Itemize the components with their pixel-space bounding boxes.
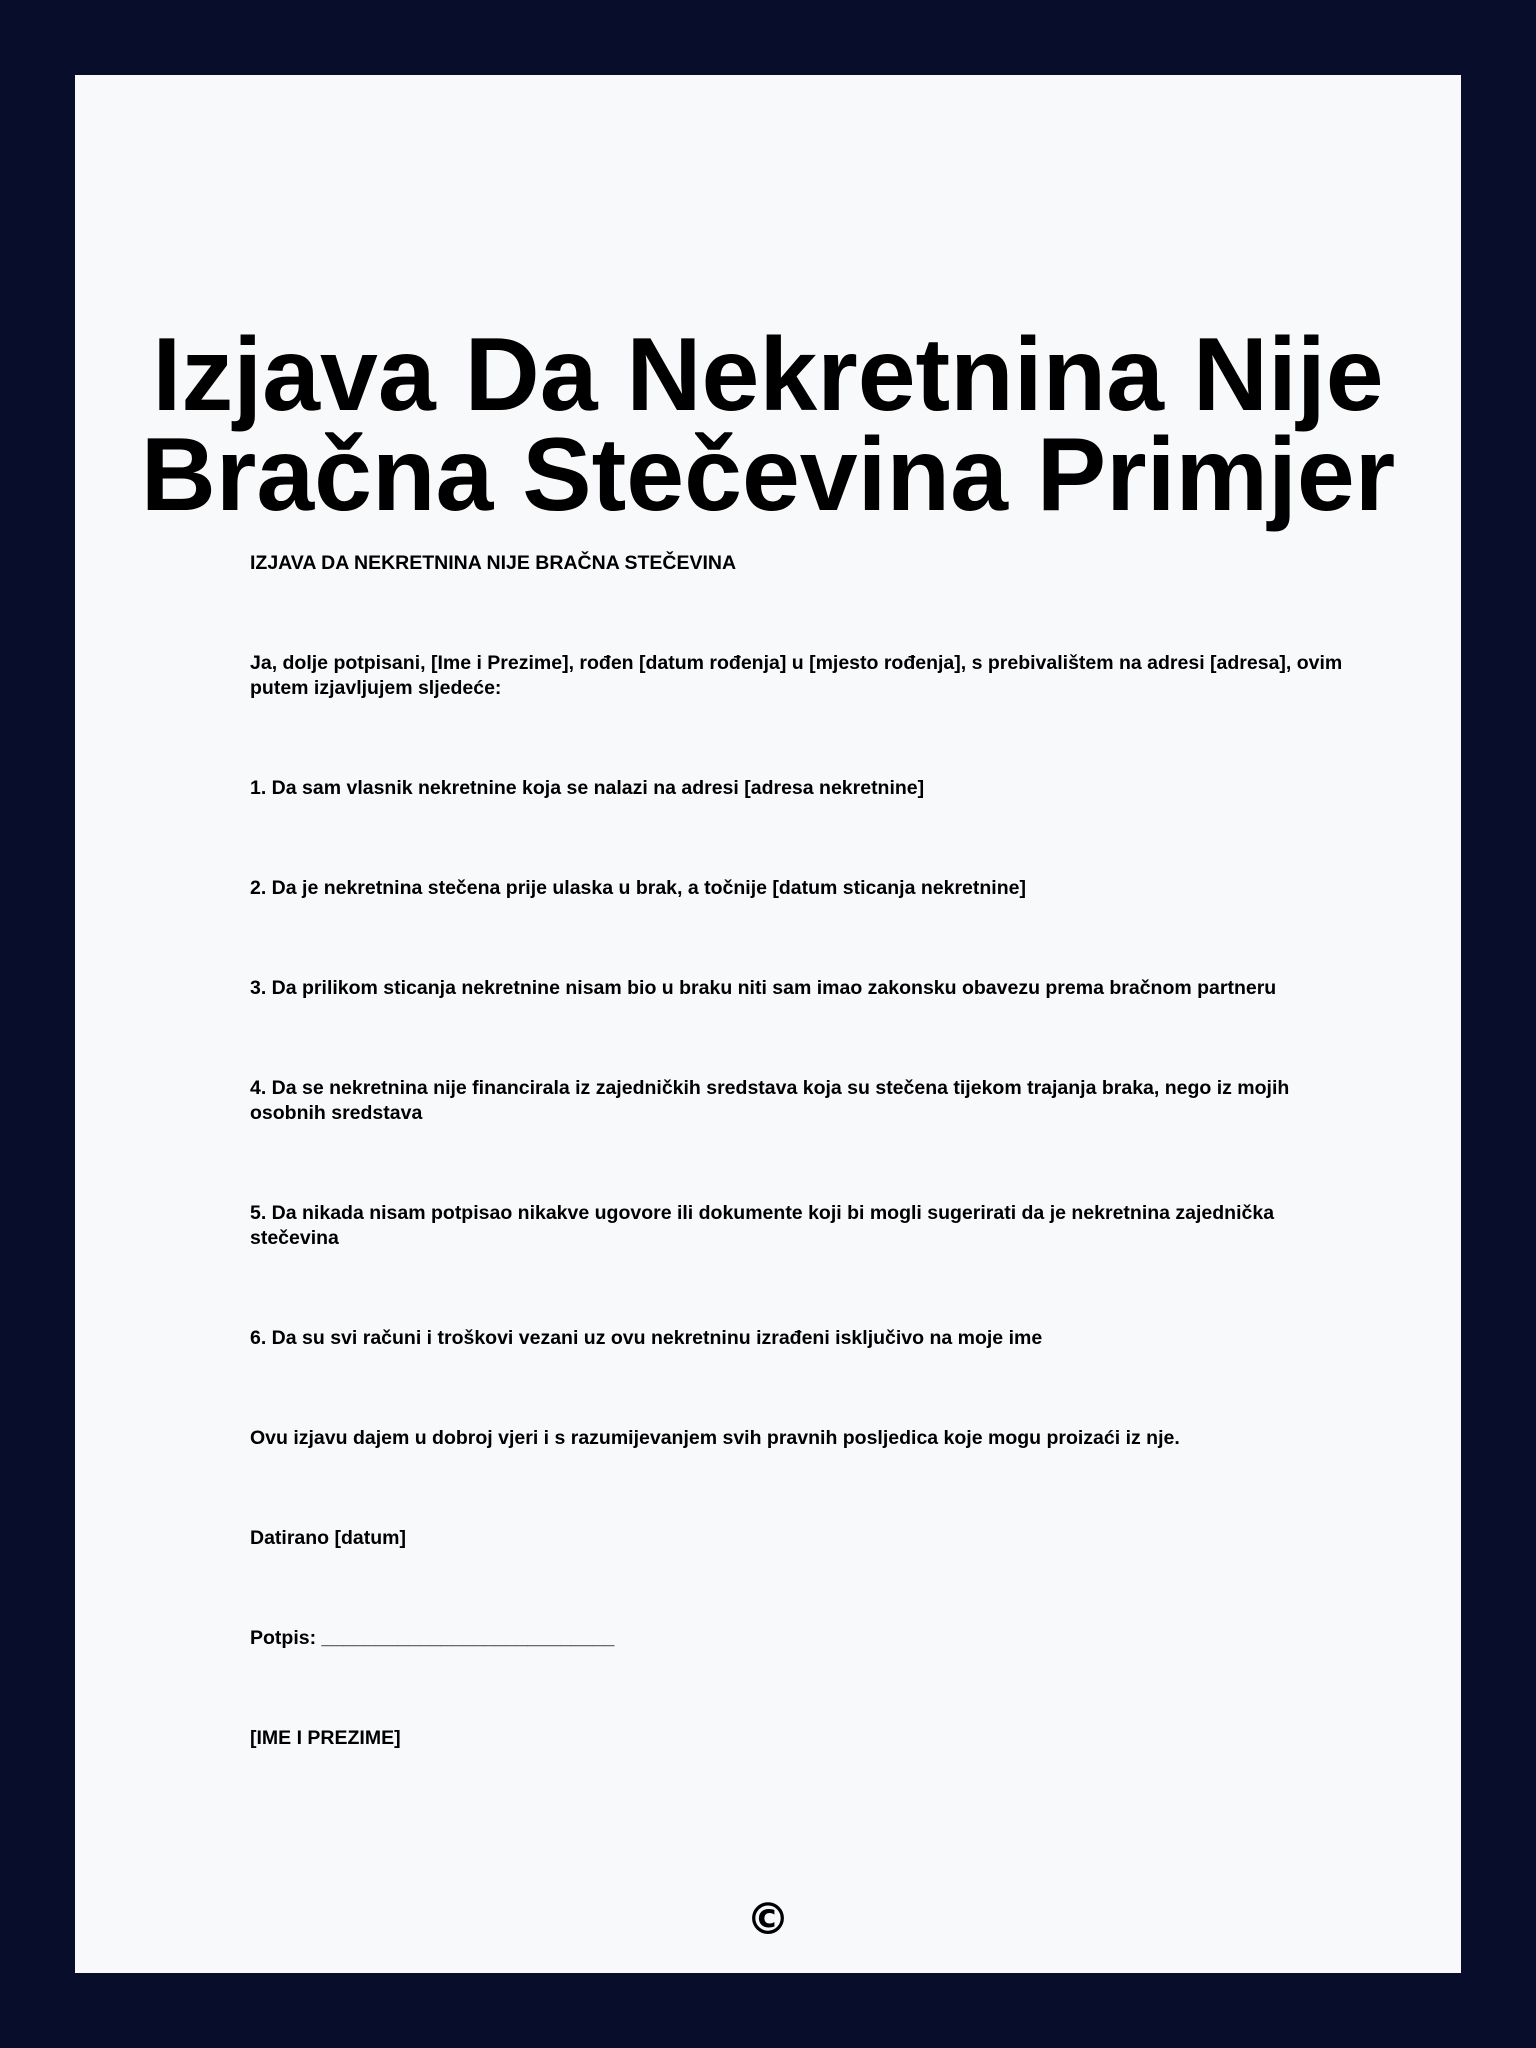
declaration-item-2: 2. Da je nekretnina stečena prije ulaska u brak, a točnije [datum sticanja nekretnine] — [250, 877, 1026, 899]
title-line-2: Bračna Stečevina Primjer — [140, 417, 1396, 533]
title-line-1: Izjava Da Nekretnina Nije — [152, 317, 1384, 433]
declaration-item-4: 4. Da se nekretnina nije financirala iz zajedničkih sredstava koja su stečena tijekom trajanja braka, nego iz mojih osobnih sredstava — [250, 1077, 1295, 1124]
document-page — [75, 75, 1461, 1973]
declaration-item-6: 6. Da su svi računi i troškovi vezani uz ovu nekretninu izrađeni isključivo na moje ime — [250, 1327, 1043, 1349]
declaration-item-5: 5. Da nikada nisam potpisao nikakve ugovore ili dokumente koji bi mogli sugerirati da je nekretnina zajednička stečevina — [250, 1202, 1280, 1249]
signer-name: [IME I PREZIME] — [250, 1727, 401, 1749]
document-body — [250, 551, 1365, 1826]
declaration-heading: IZJAVA DA NEKRETNINA NIJE BRAČNA STEČEVINA — [250, 552, 737, 574]
closing-paragraph: Ovu izjavu dajem u dobroj vjeri i s razumijevanjem svih pravnih posljedica koje mogu proizaći iz nje. — [250, 1427, 1180, 1449]
intro-paragraph: Ja, dolje potpisani, [Ime i Prezime], rođen [datum rođenja] u [mjesto rođenja], s prebivalištem na adresi [adresa], ovim putem izjavljujem sljedeće: — [250, 652, 1348, 699]
declaration-item-3: 3. Da prilikom sticanja nekretnine nisam bio u braku niti sam imao zakonsku obavezu prema bračnom partneru — [250, 977, 1277, 999]
copyright-icon: © — [746, 1894, 790, 1945]
dated-line: Datirano [datum] — [250, 1527, 406, 1549]
signature-line: Potpis: ___________________________ — [250, 1627, 615, 1649]
document-title — [75, 317, 1461, 533]
declaration-item-1: 1. Da sam vlasnik nekretnine koja se nalazi na adresi [adresa nekretnine] — [250, 777, 925, 799]
